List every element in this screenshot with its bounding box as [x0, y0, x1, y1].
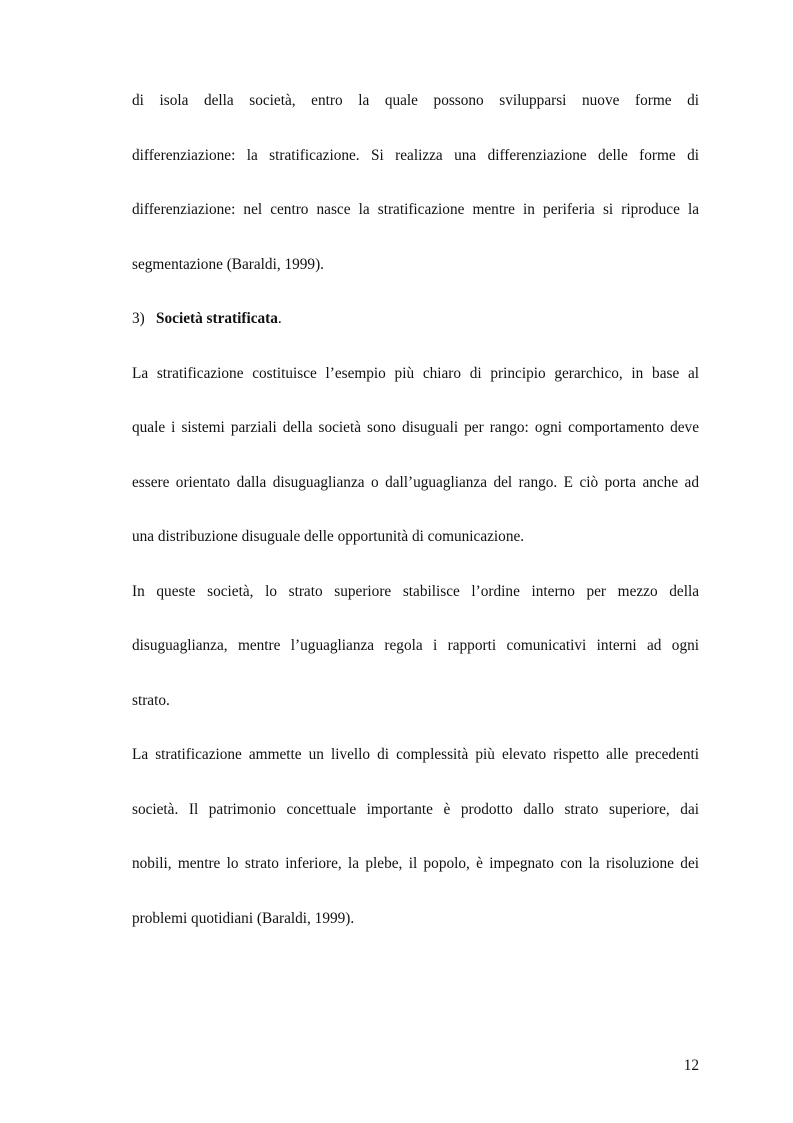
paragraph-line: società. Il patrimonio concettuale importante è prodotto dallo strato superiore, dai [132, 800, 699, 818]
section-heading [132, 310, 699, 328]
paragraph-line: problemi quotidiani (Baraldi, 1999). [132, 909, 355, 927]
paragraph-line: La stratificazione costituisce l’esempio più chiaro di principio gerarchico, in base al [132, 364, 699, 382]
paragraph-line: segmentazione (Baraldi, 1999). [132, 255, 324, 273]
section-number: 3) [132, 310, 145, 327]
paragraph-line: una distribuzione disuguale delle opportunità di comunicazione. [132, 528, 525, 545]
page-number: 12 [683, 1057, 699, 1074]
paragraph-line: nobili, mentre lo strato inferiore, la plebe, il popolo, è impegnato con la risoluzione dei [132, 855, 699, 872]
section-title: Società stratificata [156, 310, 278, 327]
paragraph-line: La stratificazione ammette un livello di complessità più elevato rispetto alle precedenti [132, 746, 699, 763]
paragraph-line: di isola della società, entro la quale possono svilupparsi nuove forme di [132, 92, 699, 109]
paragraph-line: quale i sistemi parziali della società sono disuguali per rango: ogni comportamento deve [132, 419, 699, 436]
section-title-punctuation: . [277, 310, 282, 327]
paragraph-line: strato. [132, 691, 170, 709]
document-page [132, 92, 699, 964]
paragraph-line: In queste società, lo strato superiore stabilisce l’ordine interno per mezzo della [132, 582, 699, 600]
paragraph-line: essere orientato dalla disuguaglianza o dall’uguaglianza del rango. E ciò porta anche ad [132, 473, 699, 491]
paragraph-line: disuguaglianza, mentre l’uguaglianza regola i rapporti comunicativi interni ad ogni [132, 637, 699, 654]
paragraph-line: differenziazione: la stratificazione. Si realizza una differenziazione delle forme di [132, 146, 699, 164]
paragraph-line: differenziazione: nel centro nasce la stratificazione mentre in periferia si riproduce la [132, 201, 699, 218]
